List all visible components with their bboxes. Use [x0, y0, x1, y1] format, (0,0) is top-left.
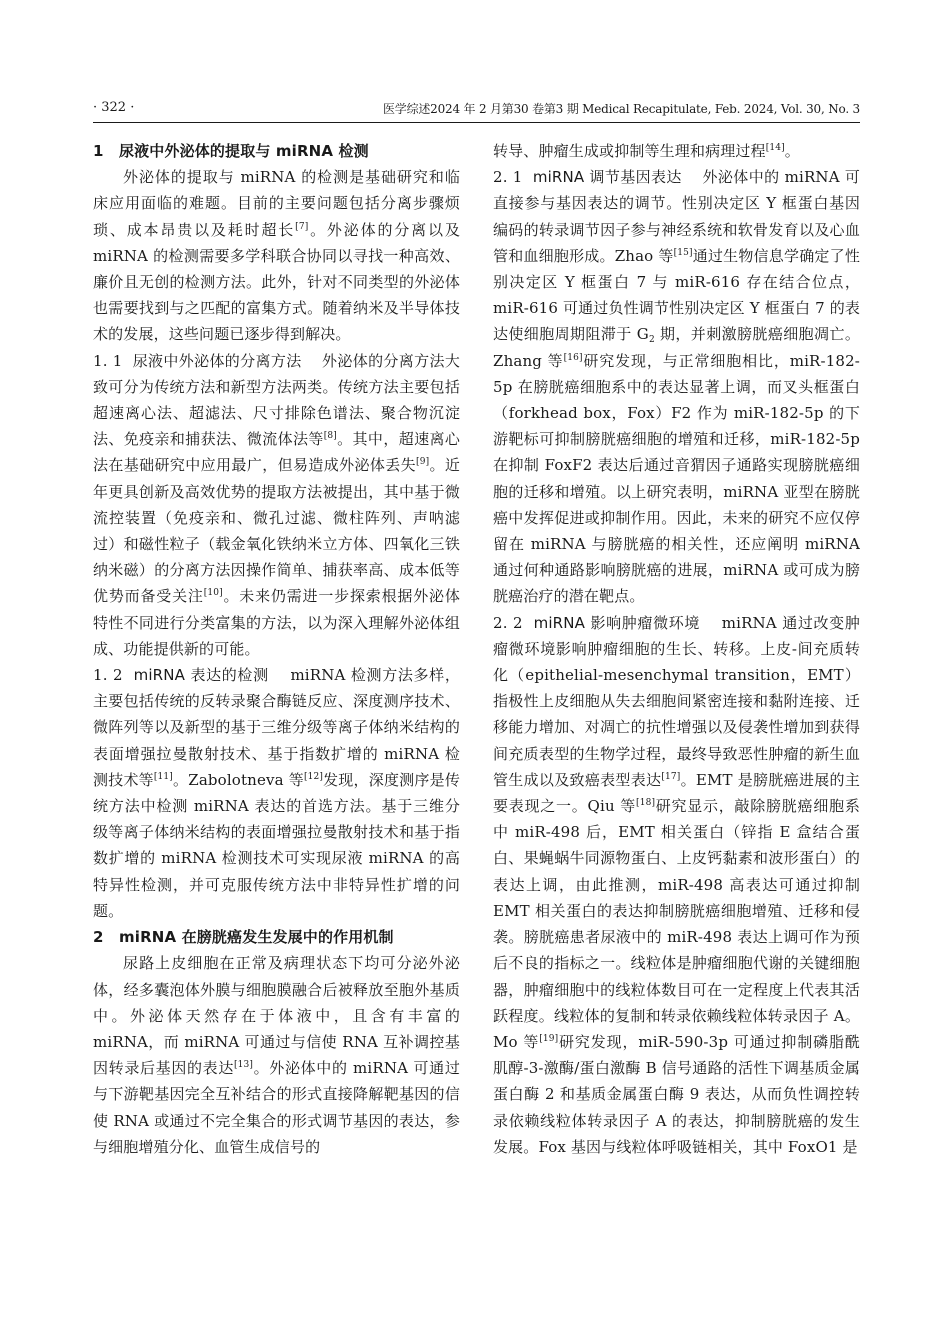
subsection-1-2-paragraph: 1. 2 miRNA 表达的检测 miRNA 检测方法多样，主要包括传统的反转录聚合酶链反应、深度测序技术、微阵列等以及新型的基于三维分级等离子体纳米结构的表面增强拉曼散射技术、基于指数扩增的 miRNA 检测技术等[11]。Zabolotneva 等[12]发现，深度测序是传统方法中检测 miRNA 表达的首选方法。基于三维分级等离子体纳米结构的表面增强拉曼散射技术和基于指数扩增的 miRNA 检测技术可实现尿液 miRNA 的高特异性检测，并可克服传统方法中非特异性扩增的问题。 [93, 666, 460, 920]
subsection-2-2-paragraph: 2. 2 miRNA 影响肿瘤微环境 miRNA 通过改变肿瘤微环境影响肿瘤细胞的生长、转移。上皮-间充质转化（epithelial-mesenchymal transition，EMT）指极性上皮细胞从失去细胞间紧密连接和黏附连接、迁移能力增加、对凋亡的抗性增强以及侵袭性增加到获得间充质表型的生物学过程，最终导致恶性肿瘤的新生血管生成以及致癌表型表达[17]。EMT 是膀胱癌进展的主要表现之一。Qiu 等[18]研究显示，敲除膀胱癌细胞系中 miR-498 后，EMT 相关蛋白（锌指 E 盒结合蛋白、果蝇蜗牛同源物蛋白、上皮钙黏素和波形蛋白）的表达上调，由此推测，miR-498 高表达可通过抑制 EMT 相关蛋白的表达抑制膀胱癌细胞增殖、迁移和侵袭。膀胱癌患者尿液中的 miR-498 表达上调可作为预后不良的指标之一。线粒体是肿瘤细胞代谢的关键细胞器，肿瘤细胞中的线粒体数目可在一定程度上代表其活跃程度。线粒体的复制和转录依赖线粒体转录因子 A。Mo 等[19]研究发现，miR-590-3p 可通过抑制磷脂酰肌醇-3-激酶/蛋白激酶 B 信号通路的活性下调基质金属蛋白酶 2 和基质金属蛋白酶 9 表达，从而负性调控转录依赖线粒体转录因子 A 的表达，抑制膀胱癌的发生发展。Fox 基因与线粒体呼吸链相关，其中 FoxO1 是 [493, 613, 860, 1156]
citation-ref: [10] [203, 588, 223, 599]
citation-ref: [13] [234, 1060, 254, 1071]
left-column [93, 138, 460, 1160]
citation-ref: [12] [303, 771, 324, 782]
section-number: 2 [93, 928, 104, 947]
journal-citation: 医学综述2024 年 2 月第30 卷第3 期 Medical Recapitulate, Feb. 2024, Vol. 30, No. 3 [382, 102, 860, 116]
subsection-number: 2. 1 [493, 168, 523, 187]
citation-ref: [18] [636, 798, 656, 809]
subscript: 2 [648, 335, 655, 346]
citation-ref: [15] [673, 247, 693, 258]
subsection-2-1-paragraph: 2. 1 miRNA 调节基因表达 外泌体中的 miRNA 可直接参与基因表达的调节。性别决定区 Y 框蛋白基因编码的转录调节因子参与神经系统和软骨发育以及心血管和血细胞形成。Zhao 等[15]通过生物信息学确定了性别决定区 Y 框蛋白 7 与 miR-616 存在结合位点，miR-616 可通过负性调节性别决定区 Y 框蛋白 7 的表达使细胞周期阻滞于 $G_2$ 期，并刺激膀胱癌细胞凋亡。Zhang 等[16]研究发现，与正常细胞相比，miR-182-5p 在膀胱癌细胞系中的表达显著上调，而叉头框蛋白（forkhead box，Fox）F2 作为 miR-182-5p 的下游靶标可抑制膀胱癌细胞的增殖和迁移，miR-182-5p 在抑制 FoxF2 表达后通过音猬因子通路实现膀胱癌细胞的迁移和增殖。以上研究表明，miRNA 亚型在膀胱癌中发挥促进或抑制作用。因此，未来的研究不应仅停留在 miRNA 与膀胱癌的相关性，还应阐明 miRNA 通过何种通路影响膀胱癌的进展，miRNA 或可成为膀胱癌治疗的潜在靶点。 [493, 168, 861, 606]
header-divider [93, 122, 860, 123]
citation-ref: [11] [153, 771, 173, 782]
section-title: miRNA 在膀胱癌发生发展中的作用机制 [119, 928, 394, 947]
section-number: 1 [93, 142, 104, 160]
subsection-number: 1. 1 [93, 351, 123, 370]
citation-ref: [14] [765, 143, 785, 153]
section-title: 尿液中外泌体的提取与 miRNA 检测 [119, 142, 369, 160]
subsection-title: 尿液中外泌体的分离方法 [132, 351, 302, 370]
citation-ref: [8] [323, 431, 337, 442]
citation-ref: [9] [416, 457, 430, 468]
subsection-title: miRNA 表达的检测 [133, 666, 269, 685]
citation-ref: [7] [295, 221, 309, 232]
subsection-1-1-paragraph: 1. 1 尿液中外泌体的分离方法 外泌体的分离方法大致可分为传统方法和新型方法两类。传统方法主要包括超速离心法、超滤法、尺寸排除色谱法、聚合物沉淀法、免疫亲和捕获法、微流体法等[8]。其中，超速离心法在基础研究中应用最广，但易造成外泌体丢失[9]。近年更具创新及高效优势的提取方法被提出，其中基于微流控装置（免疫亲和、微孔过滤、微柱阵列、声呐滤过）和磁性粒子（载金氧化铁纳米立方体、四氧化三铁纳米磁）的分离方法因操作简单、捕获率高、成本低等优势而备受关注[10]。未来仍需进一步探索根据外泌体特性不同进行分类富集的方法，以为深入理解外泌体组成、功能提供新的可能。 [93, 351, 460, 658]
section-2-heading [93, 924, 460, 950]
citation-ref: [16] [563, 352, 583, 363]
subsection-number: 1. 2 [93, 666, 123, 685]
citation-ref: [19] [539, 1033, 559, 1044]
subsection-number: 2. 2 [493, 613, 523, 632]
paragraph: 外泌体的提取与 miRNA 的检测是基础研究和临床应用面临的难题。目前的主要问题包括分离步骤烦琐、成本昂贵以及耗时超长[7]。外泌体的分离以及 miRNA 的检测需要多学科联合协同以寻找一种高效、廉价且无创的检测方法。此外，针对不同类型的外泌体也需要找到与之匹配的富集方式。随着纳米及半导体技术的发展，这些问题已逐步得到解决。 [93, 168, 460, 344]
section-1-heading [93, 138, 460, 164]
subsection-title: miRNA 影响肿瘤微环境 [533, 613, 701, 632]
right-column [493, 138, 860, 1160]
subsection-title: miRNA 调节基因表达 [532, 168, 682, 187]
page-number: · 322 · [93, 100, 135, 115]
citation-ref: [17] [661, 771, 681, 782]
paragraph: 尿路上皮细胞在正常及病理状态下均可分泌外泌体，经多囊泡体外膜与细胞膜融合后被释放至胞外基质中。外泌体天然存在于体液中，且含有丰富的 miRNA，而 miRNA 可通过与信使 RNA 互补调控基因转录后基因的表达[13]。外泌体中的 miRNA 可通过与下游靶基因完全互补结合的形式直接降解靶基因的信使 RNA 或通过不完全集合的形式调节基因的表达，参与细胞增殖分化、血管生成信号的 [93, 954, 460, 1156]
page-header [93, 98, 860, 122]
paragraph: 转导、肿瘤生成或抑制等生理和病理过程[14]。 [493, 142, 800, 160]
